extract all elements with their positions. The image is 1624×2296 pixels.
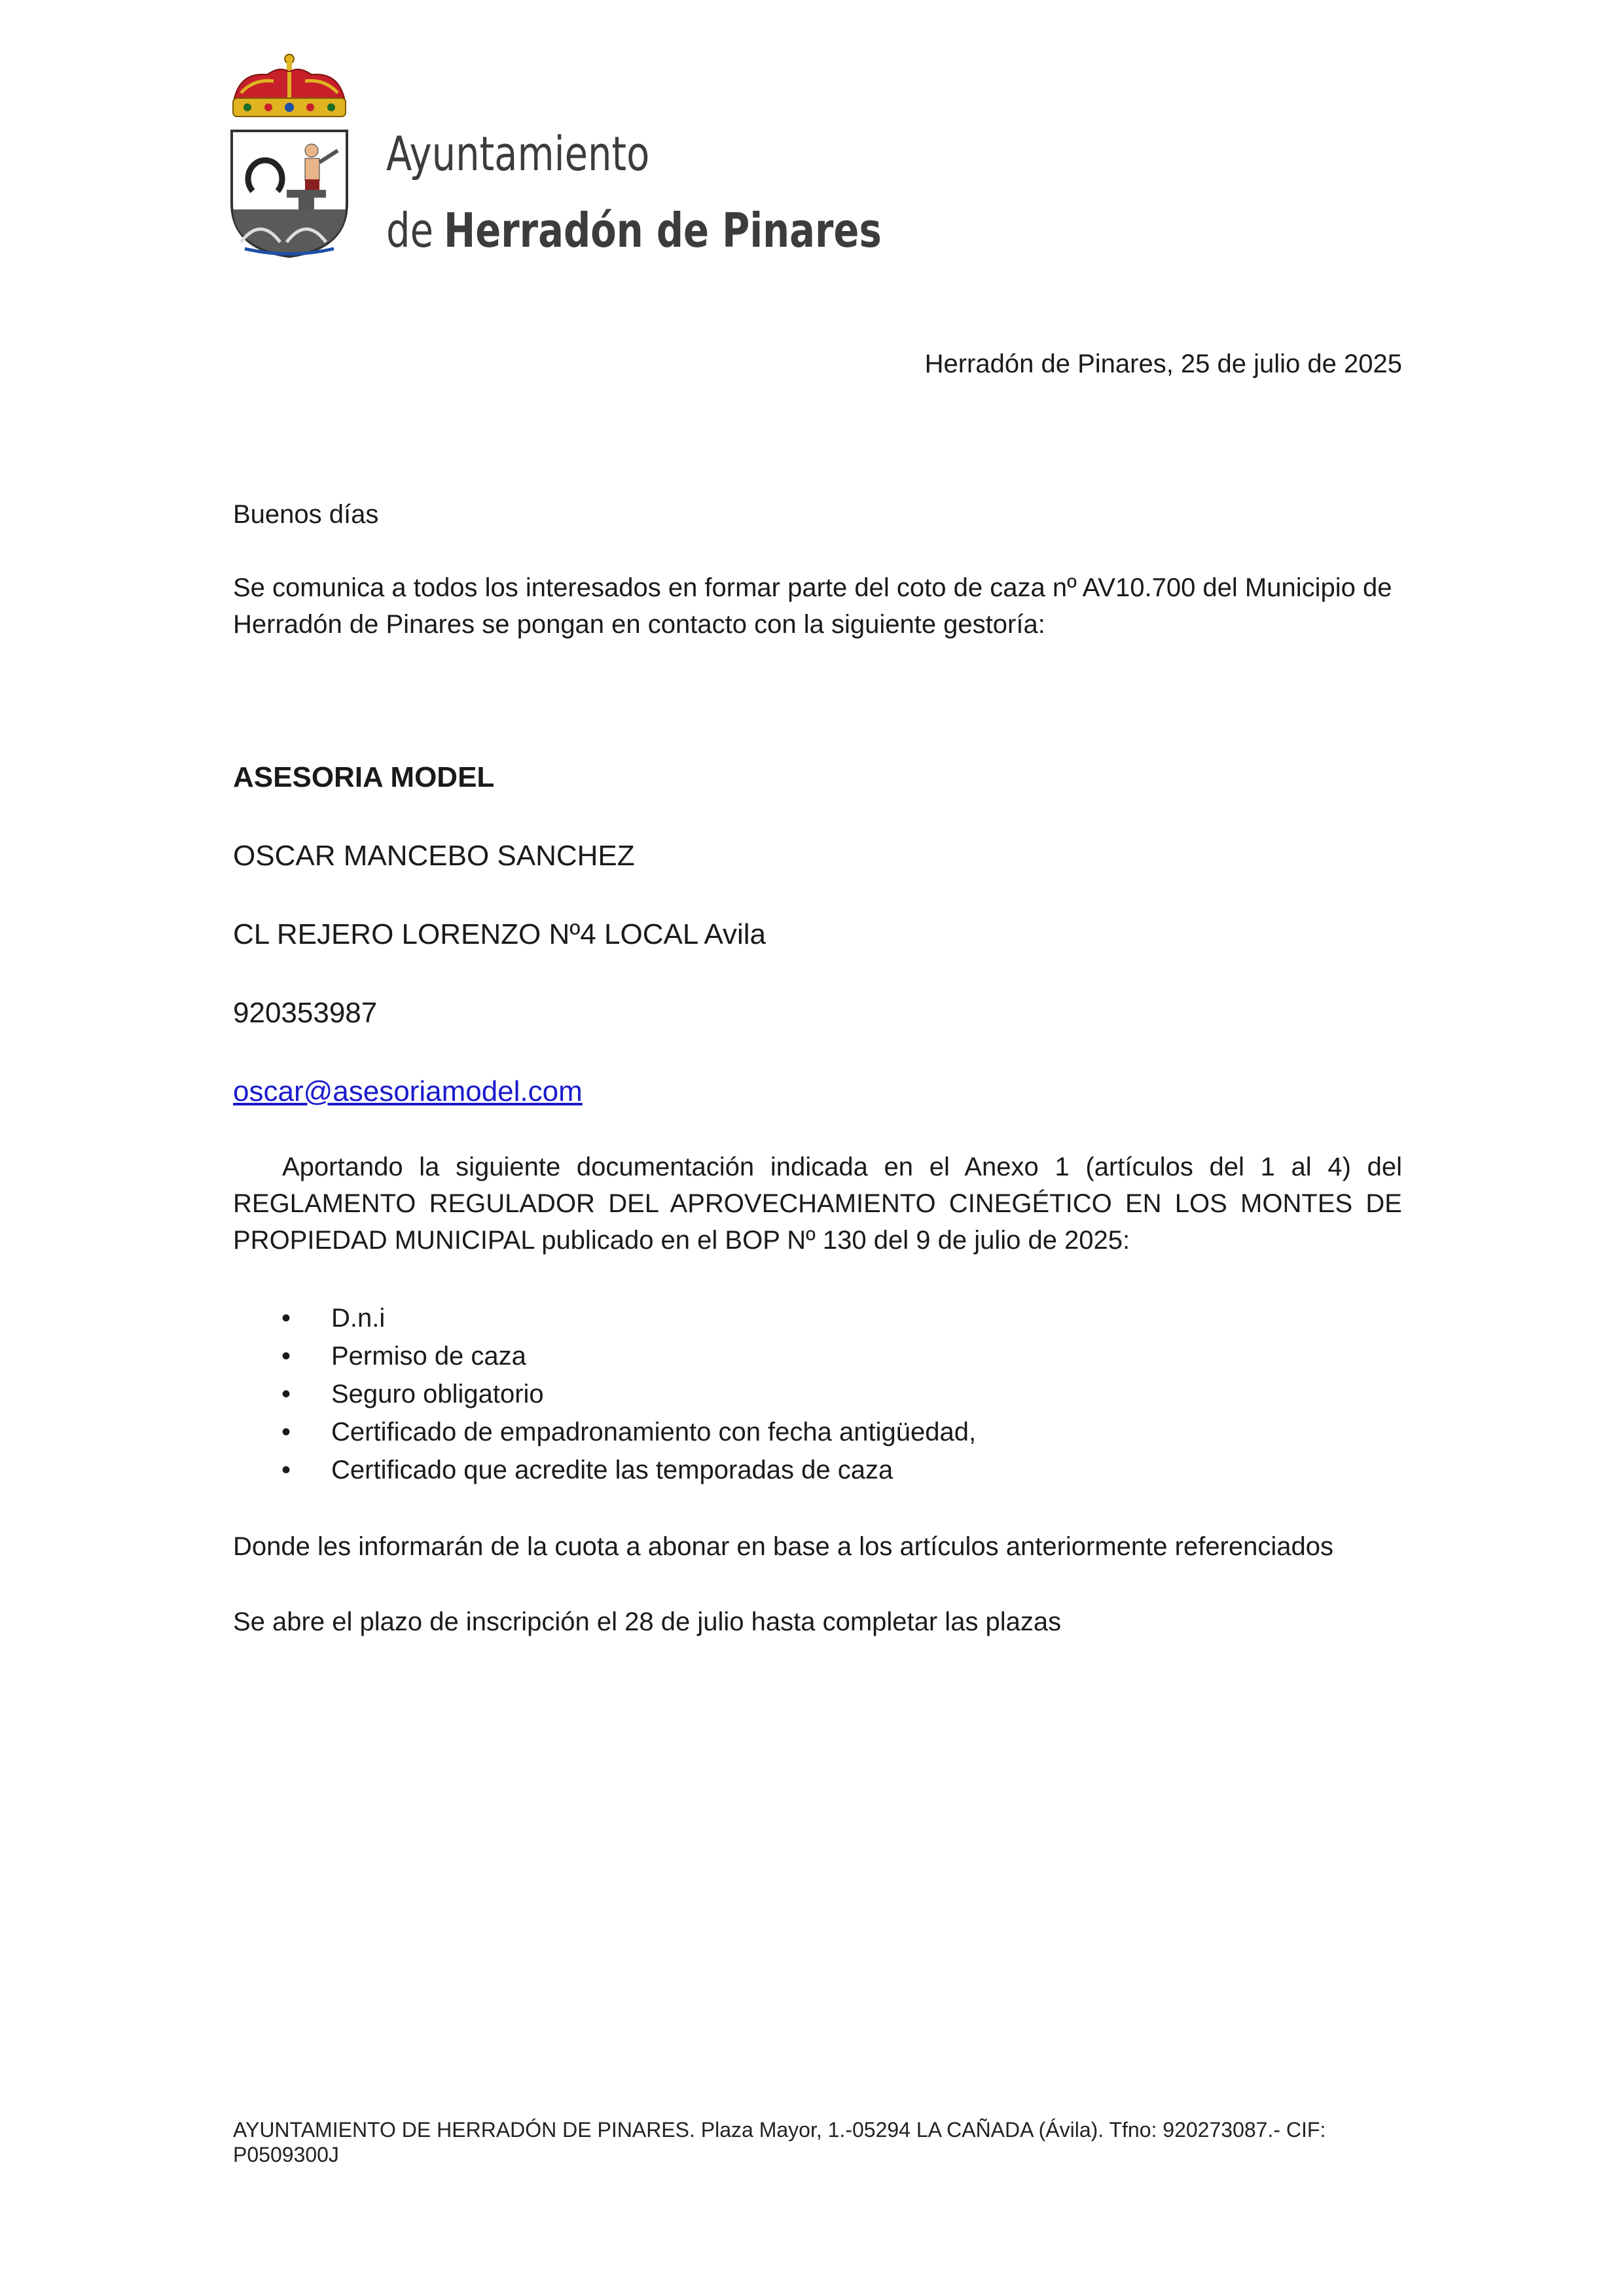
list-item (281, 1451, 976, 1489)
closing-fee-note: Donde les informarán de la cuota a abonar en base a los artículos anteriormente referenciados (233, 1532, 1333, 1561)
bullet-icon: • (281, 1380, 291, 1408)
bullet-icon: • (281, 1304, 291, 1333)
bullet-icon: • (281, 1418, 291, 1446)
greeting: Buenos días (233, 500, 379, 529)
list-item (281, 1375, 976, 1413)
bullet-icon: • (281, 1456, 291, 1484)
coat-of-arms-logo (221, 52, 357, 259)
org-title: Ayuntamiento (386, 126, 650, 181)
footer-address: AYUNTAMIENTO DE HERRADÓN DE PINARES. Plaza Mayor, 1.-05294 LA CAÑADA (Ávila). Tfno: 920273087.- CIF: P0509300J (233, 2118, 1326, 2166)
list-item-label: Certificado que acredite las temporadas de caza (331, 1456, 893, 1484)
bullet-icon: • (281, 1342, 291, 1371)
letter-date: Herradón de Pinares, 25 de julio de 2025 (924, 350, 1402, 378)
contact-company: ASESORIA MODEL (233, 761, 495, 793)
organization-name (386, 124, 882, 263)
documents-list (281, 1299, 976, 1489)
contact-person: OSCAR MANCEBO SANCHEZ (233, 840, 635, 872)
list-item (281, 1337, 976, 1375)
contact-email-link[interactable]: oscar@asesoriamodel.com (233, 1075, 583, 1107)
org-subtitle (386, 198, 882, 263)
closing-registration-note: Se abre el plazo de inscripción el 28 de julio hasta completar las plazas (233, 1607, 1062, 1636)
body-paragraph: Aportando la siguiente documentación indicada en el Anexo 1 (artículos del 1 al 4) del REGLAMENTO REGULADOR DEL APROVECHAMIENTO CINEGÉTICO EN LOS MONTES DE PROPIEDAD MUNICIPAL publicado en el BOP Nº 130 del 9 de julio de 2025: (233, 1153, 1402, 1255)
list-item-label: D.n.i (331, 1304, 386, 1333)
org-municipality: Herradón de Pinares (444, 203, 882, 258)
list-item-label: Permiso de caza (331, 1342, 526, 1371)
list-item-label: Certificado de empadronamiento con fecha antigüedad, (331, 1418, 977, 1446)
list-item (281, 1413, 976, 1451)
list-item (281, 1299, 976, 1337)
contact-address: CL REJERO LORENZO Nº4 LOCAL Avila (233, 918, 767, 950)
crown-icon (233, 54, 346, 117)
contact-phone: 920353987 (233, 997, 378, 1029)
org-prefix: de (386, 203, 433, 258)
intro-paragraph: Se comunica a todos los interesados en formar parte del coto de caza nº AV10.700 del Municipio de Herradón de Pinares se pongan en contacto con la siguiente gestoría: (233, 573, 1392, 639)
list-item-label: Seguro obligatorio (331, 1380, 544, 1408)
